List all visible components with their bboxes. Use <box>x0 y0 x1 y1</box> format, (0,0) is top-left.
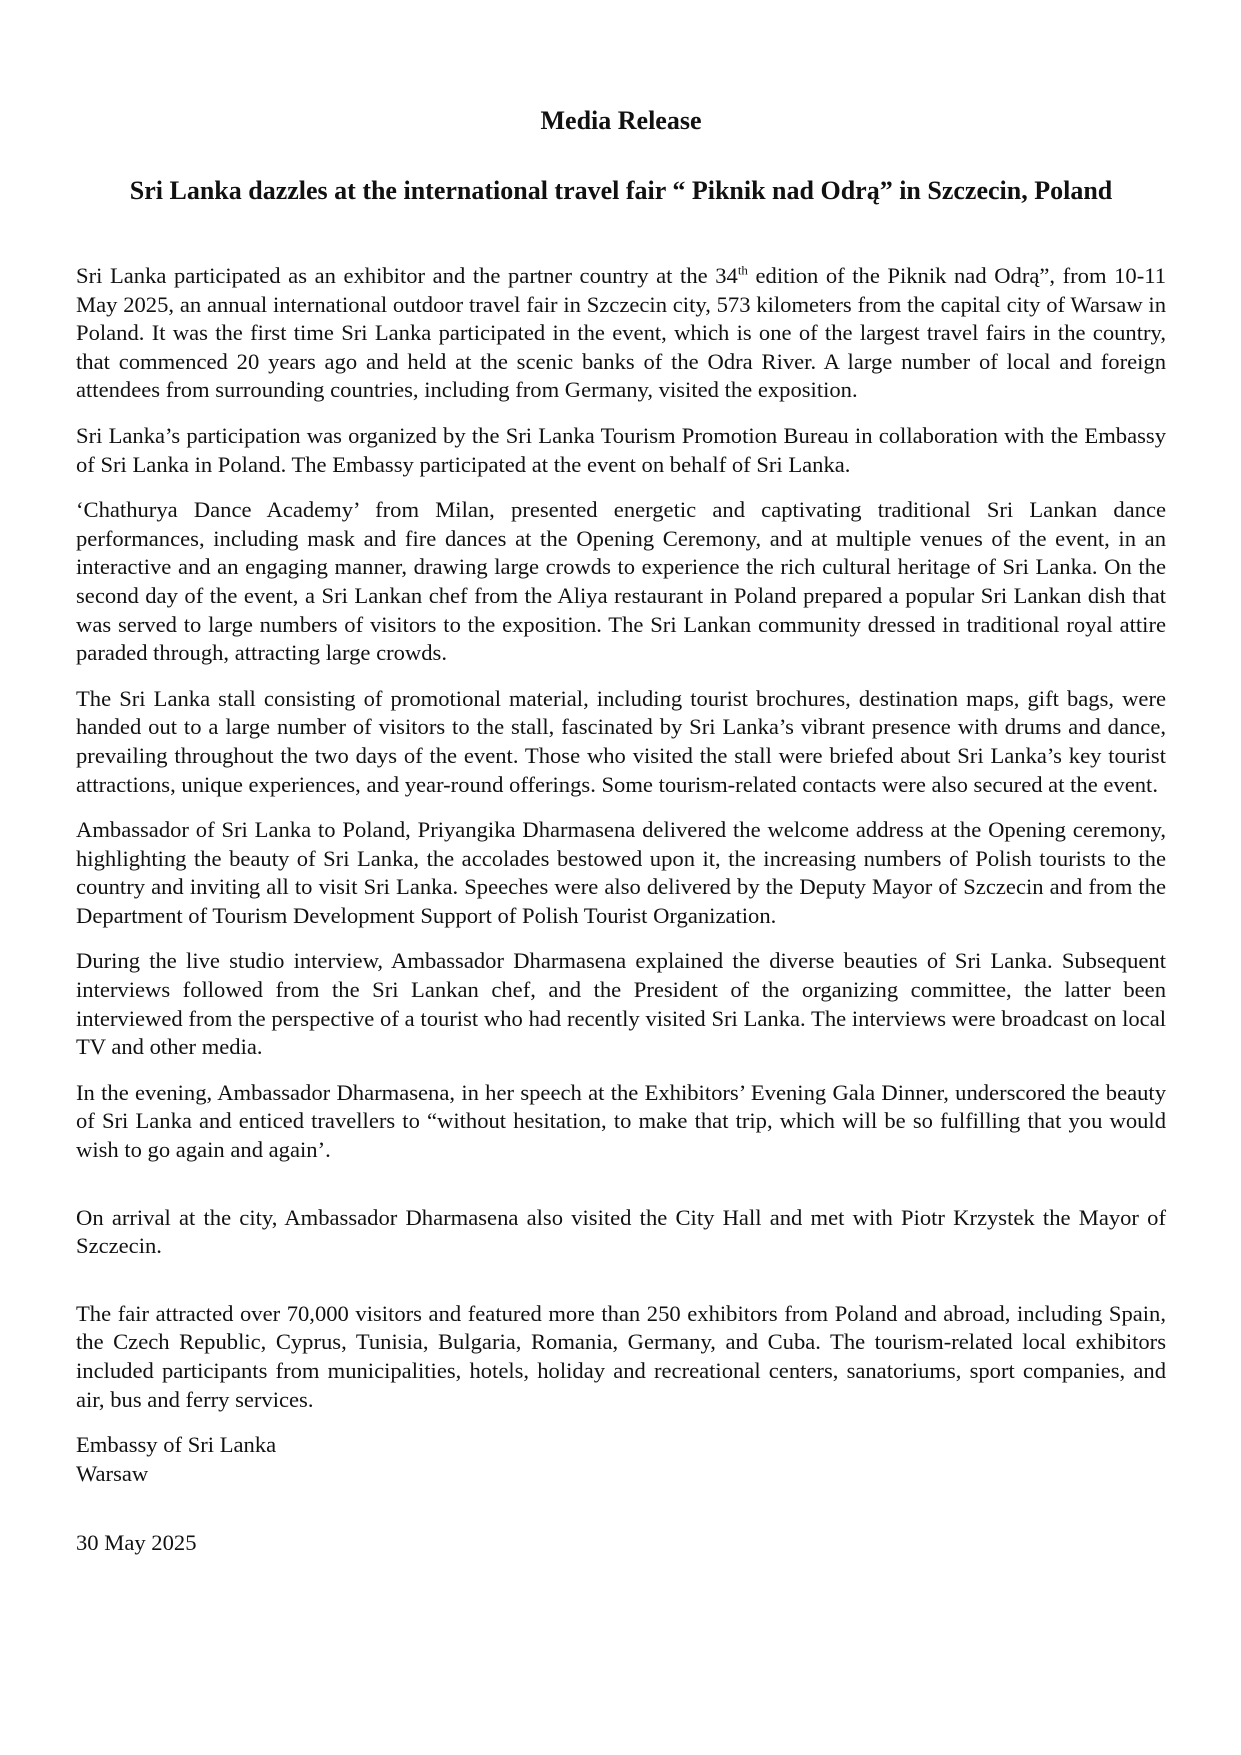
paragraph-3: ‘Chathurya Dance Academy’ from Milan, presented energetic and captivating traditional Sri Lankan dance performances, including mask and fire dances at the Opening Ceremony, and at multiple venues of the event, in an interactive and an engaging manner, drawing large crowds to experience the rich cultural heritage of Sri Lanka. On the second day of the event, a Sri Lankan chef from the Aliya restaurant in Poland prepared a popular Sri Lankan dish that was served to large numbers of visitors to the exposition. The Sri Lankan community dressed in traditional royal attire paraded through, attracting large crowds. <box>76 497 1166 666</box>
ordinal-superscript: th <box>737 262 748 278</box>
paragraph-8: On arrival at the city, Ambassador Dharmasena also visited the City Hall and met with Piotr Krzystek the Mayor of Szczecin. <box>76 1204 1166 1259</box>
paragraph-4: The Sri Lanka stall consisting of promotional material, including tourist brochures, destination maps, gift bags, were handed out to a large number of visitors to the stall, fascinated by Sri Lanka’s vibrant presence with drums and dance, prevailing throughout the two days of the event. Those who visited the stall were briefed about Sri Lanka’s key tourist attractions, unique experiences, and year-round offerings. Some tourism-related contacts were also secured at the event. <box>76 685 1166 797</box>
release-date: 30 May 2025 <box>76 1530 197 1556</box>
paragraph-1-text-b: edition of the Piknik nad Odrą”, from 10-11 May 2025, an annual international outdoor travel fair in Szczecin city, 573 kilometers from the capital city of Warsaw in Poland. It was the first time Sri Lanka participated in the event, which is one of the largest travel fairs in the country, that commenced 20 years ago and held at the scenic banks of the Odra River. A large number of local and foreign attendees from surrounding countries, including from Germany, visited the exposition. <box>76 263 1166 403</box>
signature-city: Warsaw <box>76 1460 149 1486</box>
signature-block <box>76 1431 1166 1488</box>
document-body <box>76 262 1166 1558</box>
paragraph-1-text-a: Sri Lanka participated as an exhibitor and the partner country at the 34 <box>76 263 738 288</box>
paragraph-9: The fair attracted over 70,000 visitors and featured more than 250 exhibitors from Poland and abroad, including Spain, the Czech Republic, Cyprus, Tunisia, Bulgaria, Romania, Germany, and Cuba. The tourism-related local exhibitors included participants from municipalities, hotels, holiday and recreational centers, sanatoriums, sport companies, and air, bus and ferry services. <box>76 1300 1166 1412</box>
document-title: Media Release <box>540 106 702 135</box>
paragraph-5: Ambassador of Sri Lanka to Poland, Priyangika Dharmasena delivered the welcome address at the Opening ceremony, highlighting the beauty of Sri Lanka, the accolades bestowed upon it, the increasing numbers of Polish tourists to the country and inviting all to visit Sri Lanka. Speeches were also delivered by the Deputy Mayor of Szczecin and from the Department of Tourism Development Support of Polish Tourist Organization. <box>76 817 1166 928</box>
paragraph-7: In the evening, Ambassador Dharmasena, in her speech at the Exhibitors’ Evening Gala Dinner, underscored the beauty of Sri Lanka and enticed travellers to “without hesitation, to make that trip, which will be so fulfilling that you would wish to go again and again’. <box>76 1079 1166 1163</box>
document-headline: Sri Lanka dazzles at the international travel fair “ Piknik nad Odrą” in Szczecin, Poland <box>129 176 1113 205</box>
paragraph-2: Sri Lanka’s participation was organized by the Sri Lanka Tourism Promotion Bureau in collaboration with the Embassy of Sri Lanka in Poland. The Embassy participated at the event on behalf of Sri Lanka. <box>76 422 1166 477</box>
paragraph-6: During the live studio interview, Ambassador Dharmasena explained the diverse beauties of Sri Lanka. Subsequent interviews followed from the Sri Lankan chef, and the President of the organizing committee, the latter been interviewed from the perspective of a tourist who had recently visited Sri Lanka. The interviews were broadcast on local TV and other media. <box>76 948 1166 1060</box>
paragraph-1 <box>76 262 1166 405</box>
signature-organization: Embassy of Sri Lanka <box>76 1432 277 1458</box>
